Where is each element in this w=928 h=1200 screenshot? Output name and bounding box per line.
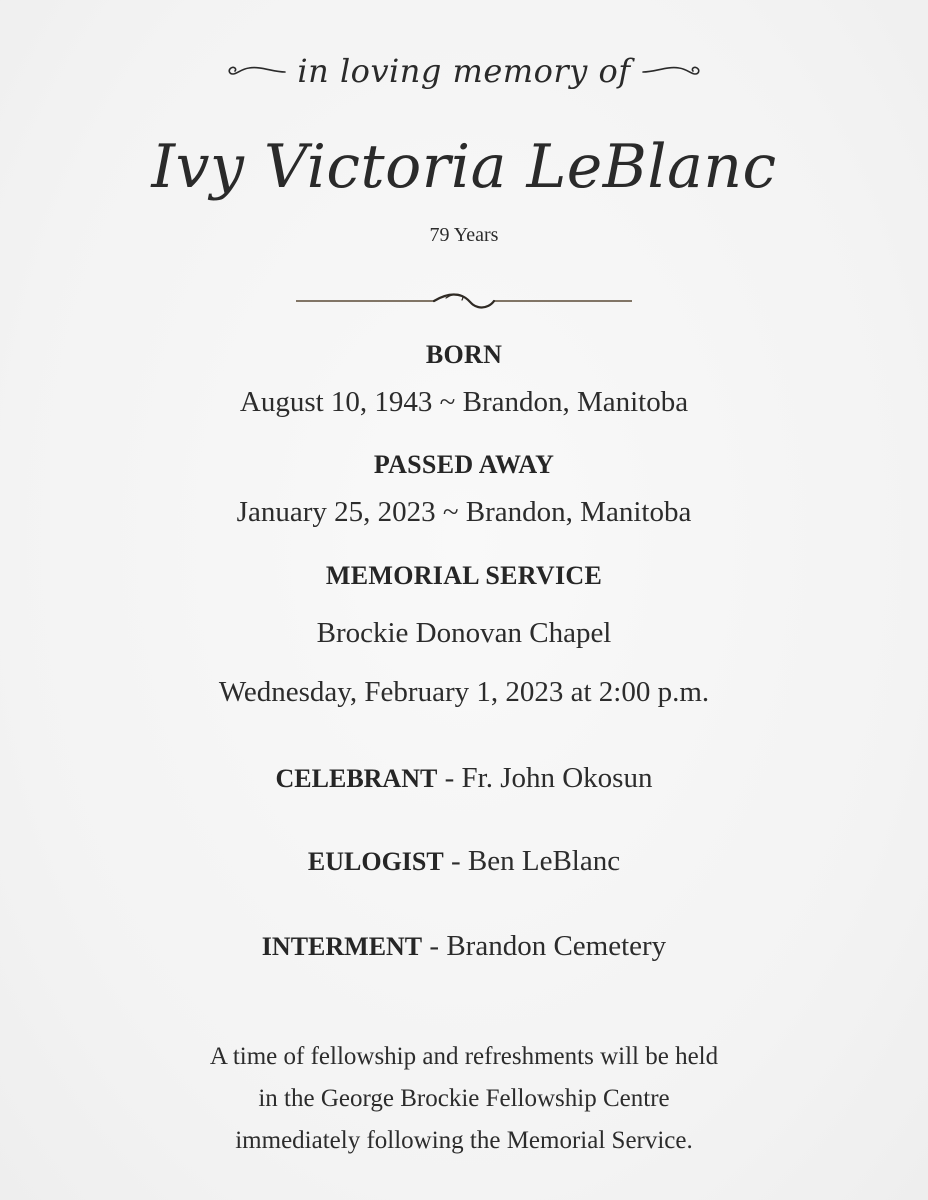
eulogist-separator: - bbox=[443, 845, 468, 877]
interment-line bbox=[0, 930, 928, 963]
celebrant-role: CELEBRANT bbox=[275, 764, 438, 793]
memorial-service-label: MEMORIAL SERVICE bbox=[325, 561, 603, 590]
intro-text: in loving memory of bbox=[297, 52, 631, 90]
eulogist-line bbox=[0, 845, 928, 878]
memorial-service-place: Brockie Donovan Chapel bbox=[316, 617, 612, 649]
fellowship-note-line-3: immediately following the Memorial Service. bbox=[235, 1127, 693, 1154]
celebrant-name: Fr. John Okosun bbox=[461, 762, 653, 794]
eulogist-role: EULOGIST bbox=[307, 847, 444, 876]
flourish-divider bbox=[0, 286, 928, 316]
fellowship-note-line-2: in the George Brockie Fellowship Centre bbox=[258, 1085, 670, 1112]
deceased-name: Ivy Victoria LeBlanc bbox=[151, 132, 777, 202]
fellowship-note-line-1: A time of fellowship and refreshments will be held bbox=[209, 1043, 719, 1070]
left-swash-icon bbox=[227, 60, 289, 82]
intro-line bbox=[0, 52, 928, 102]
celebrant-line bbox=[0, 762, 928, 795]
interment-place: Brandon Cemetery bbox=[446, 930, 667, 962]
flourish-divider-icon bbox=[294, 286, 634, 316]
passed-away-value: January 25, 2023 ~ Brandon, Manitoba bbox=[236, 496, 692, 528]
right-swash-icon bbox=[639, 60, 701, 82]
age: 79 Years bbox=[429, 224, 499, 246]
born-label: BORN bbox=[425, 340, 503, 369]
celebrant-separator: - bbox=[437, 762, 462, 794]
interment-separator: - bbox=[422, 930, 447, 962]
eulogist-name: Ben LeBlanc bbox=[467, 845, 621, 877]
memorial-service-time: Wednesday, February 1, 2023 at 2:00 p.m. bbox=[218, 676, 710, 708]
interment-role: INTERMENT bbox=[261, 932, 423, 961]
passed-away-label: PASSED AWAY bbox=[373, 450, 555, 479]
born-value: August 10, 1943 ~ Brandon, Manitoba bbox=[239, 386, 689, 418]
